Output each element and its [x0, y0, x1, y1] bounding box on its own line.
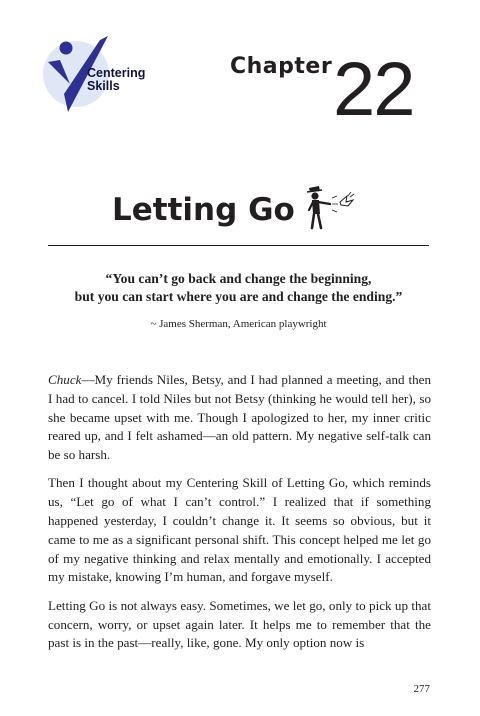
- chapter-title: Letting Go: [112, 192, 295, 228]
- page-number: 277: [413, 683, 430, 695]
- quote-attribution: ~ James Sherman, American playwright: [150, 318, 327, 330]
- person-releasing-bird-icon: [300, 184, 360, 230]
- paragraph-3: Letting Go is not always easy. Sometimes, we let go, only to pick up that concern, worry, or upset again later. It helps me to remember that the past is in the past—really, like, gone. My only option now is: [48, 597, 431, 651]
- logo-text-line2: Skills: [87, 79, 120, 93]
- logo-text: [87, 67, 145, 93]
- centering-skills-logo: [40, 34, 150, 118]
- quote-line-2: but you can start where you are and change the ending.”: [74, 289, 403, 304]
- speaker-name: Chuck: [48, 372, 82, 387]
- logo-text-line1: Centering: [87, 66, 146, 80]
- chapter-number: 22: [333, 47, 414, 132]
- paragraph-1: [48, 371, 431, 465]
- body-text: [48, 371, 431, 663]
- title-divider: [48, 245, 429, 246]
- quote-line-1: “You can’t go back and change the beginning,: [105, 271, 372, 286]
- chapter-label: Chapter: [230, 54, 333, 79]
- paragraph-2: Then I thought about my Centering Skill of Letting Go, which reminds us, “Let go of what I can’t control.” I realized that if something happened yesterday, I couldn’t change it. It seems so obvious, but it came to me as a significant personal shift. This concept helped me let go of my negative thinking and relax mentally and emotionally. I accepted my mistake, knowing I’m human, and forgave myself.: [48, 475, 431, 585]
- epigraph-quote: [48, 270, 429, 306]
- paragraph-1-text: —My friends Niles, Betsy, and I had planned a meeting, and then I had to cancel. I told Niles but not Betsy (thinking he would tell her), so she became upset with me. Though I apologized to her, my inner critic reared up, and I felt ashamed—an old pattern. My negative self-talk can be so harsh.: [48, 372, 431, 463]
